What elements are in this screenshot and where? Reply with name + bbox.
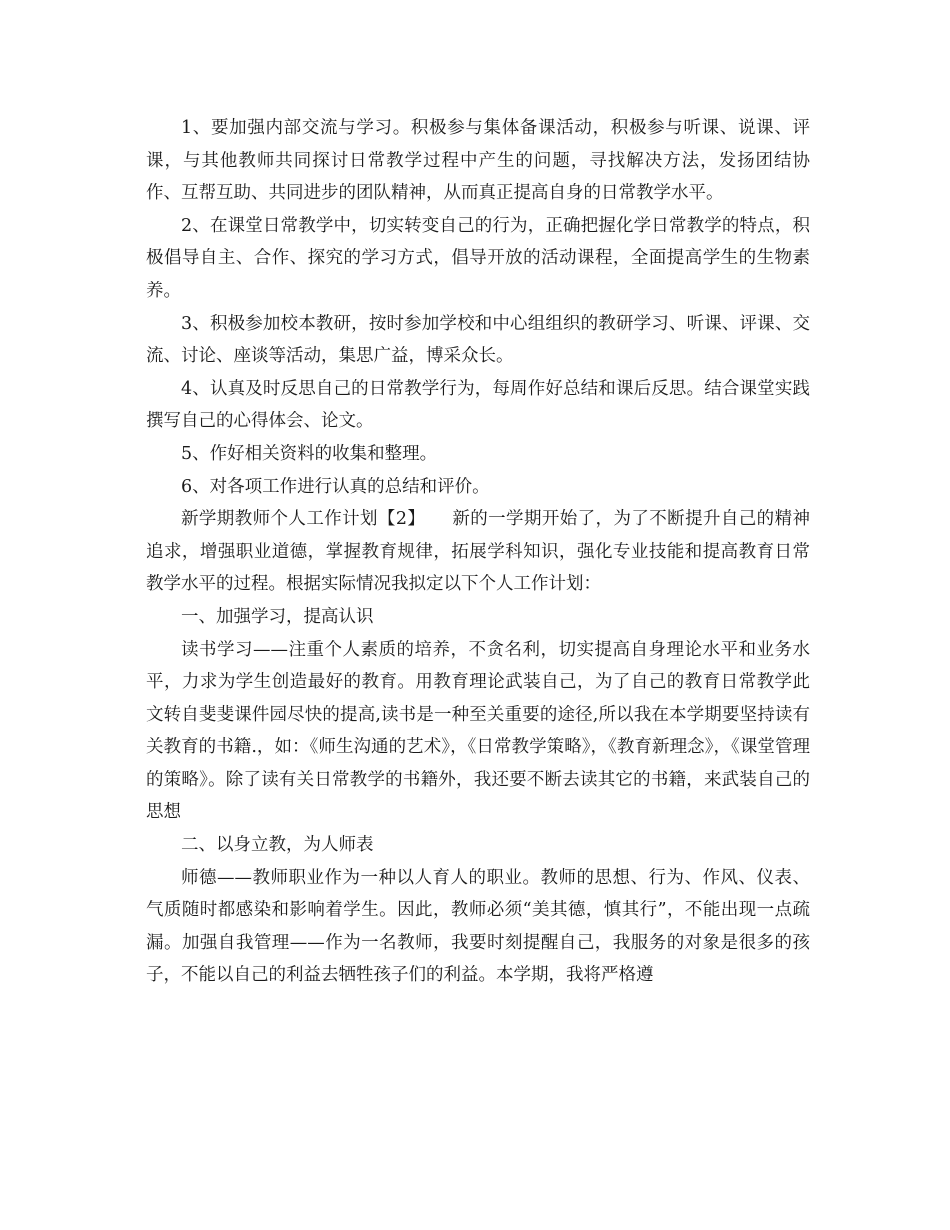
section-heading-2: 二、以身立教，为人师表	[181, 835, 374, 856]
paragraph-item-2: 2、在课堂日常教学中，切实转变自己的行为，正确把握化学日常教学的特点，积极倡导自主、合作、探究的学习方式，倡导开放的活动课程，全面提高学生的生物素养。	[146, 215, 810, 301]
paragraph-item-1: 1、要加强内部交流与学习。积极参与集体备课活动，积极参与听课、说课、评课，与其他教师共同探讨日常教学过程中产生的问题，寻找解决方法，发扬团结协作、互帮互助、共同进步的团队精神，从而真正提高自身的日常教学水平。	[146, 118, 810, 204]
document-body	[146, 112, 810, 992]
section-heading-1: 一、加强学习，提高认识	[181, 606, 374, 627]
paragraph-item-5: 5、作好相关资料的收集和整理。	[181, 443, 438, 464]
paragraph-reading: 读书学习——注重个人素质的培养，不贪名利，切实提高自身理论水平和业务水平，力求为学生创造最好的教育。用教育理论武装自己，为了自己的教育日常教学此文转自斐斐课件园尽快的提高,读书是一种至关重要的途径,所以我在本学期要坚持读有关教育的书籍.，如：《师生沟通的艺术》，《日常教学策略》，《教育新理念》，《课堂管理的策略》。除了读有关日常教学的书籍外，我还要不断去读其它的书籍，来武装自己的思想	[146, 639, 810, 823]
paragraph-plan-intro: 新学期教师个人工作计划【2】 新的一学期开始了，为了不断提升自己的精神追求，增强职业道德，掌握教育规律，拓展学科知识，强化专业技能和提高教育日常教学水平的过程。根据实际情况我拟定以下个人工作计划：	[146, 509, 810, 595]
paragraph-item-6: 6、对各项工作进行认真的总结和评价。	[181, 476, 490, 497]
paragraph-item-4: 4、认真及时反思自己的日常教学行为，每周作好总结和课后反思。结合课堂实践撰写自己的心得体会、论文。	[146, 378, 810, 432]
paragraph-ethics: 师德——教师职业作为一种以人育人的职业。教师的思想、行为、作风、仪表、气质随时都感染和影响着学生。因此，教师必须“美其德，慎其行”，不能出现一点疏漏。加强自我管理——作为一名教师，我要时刻提醒自己，我服务的对象是很多的孩子，不能以自己的利益去牺牲孩子们的利益。本学期，我将严格遵	[146, 867, 810, 986]
paragraph-item-3: 3、积极参加校本教研，按时参加学校和中心组组织的教研学习、听课、评课、交流、讨论、座谈等活动，集思广益，博采众长。	[146, 313, 810, 367]
